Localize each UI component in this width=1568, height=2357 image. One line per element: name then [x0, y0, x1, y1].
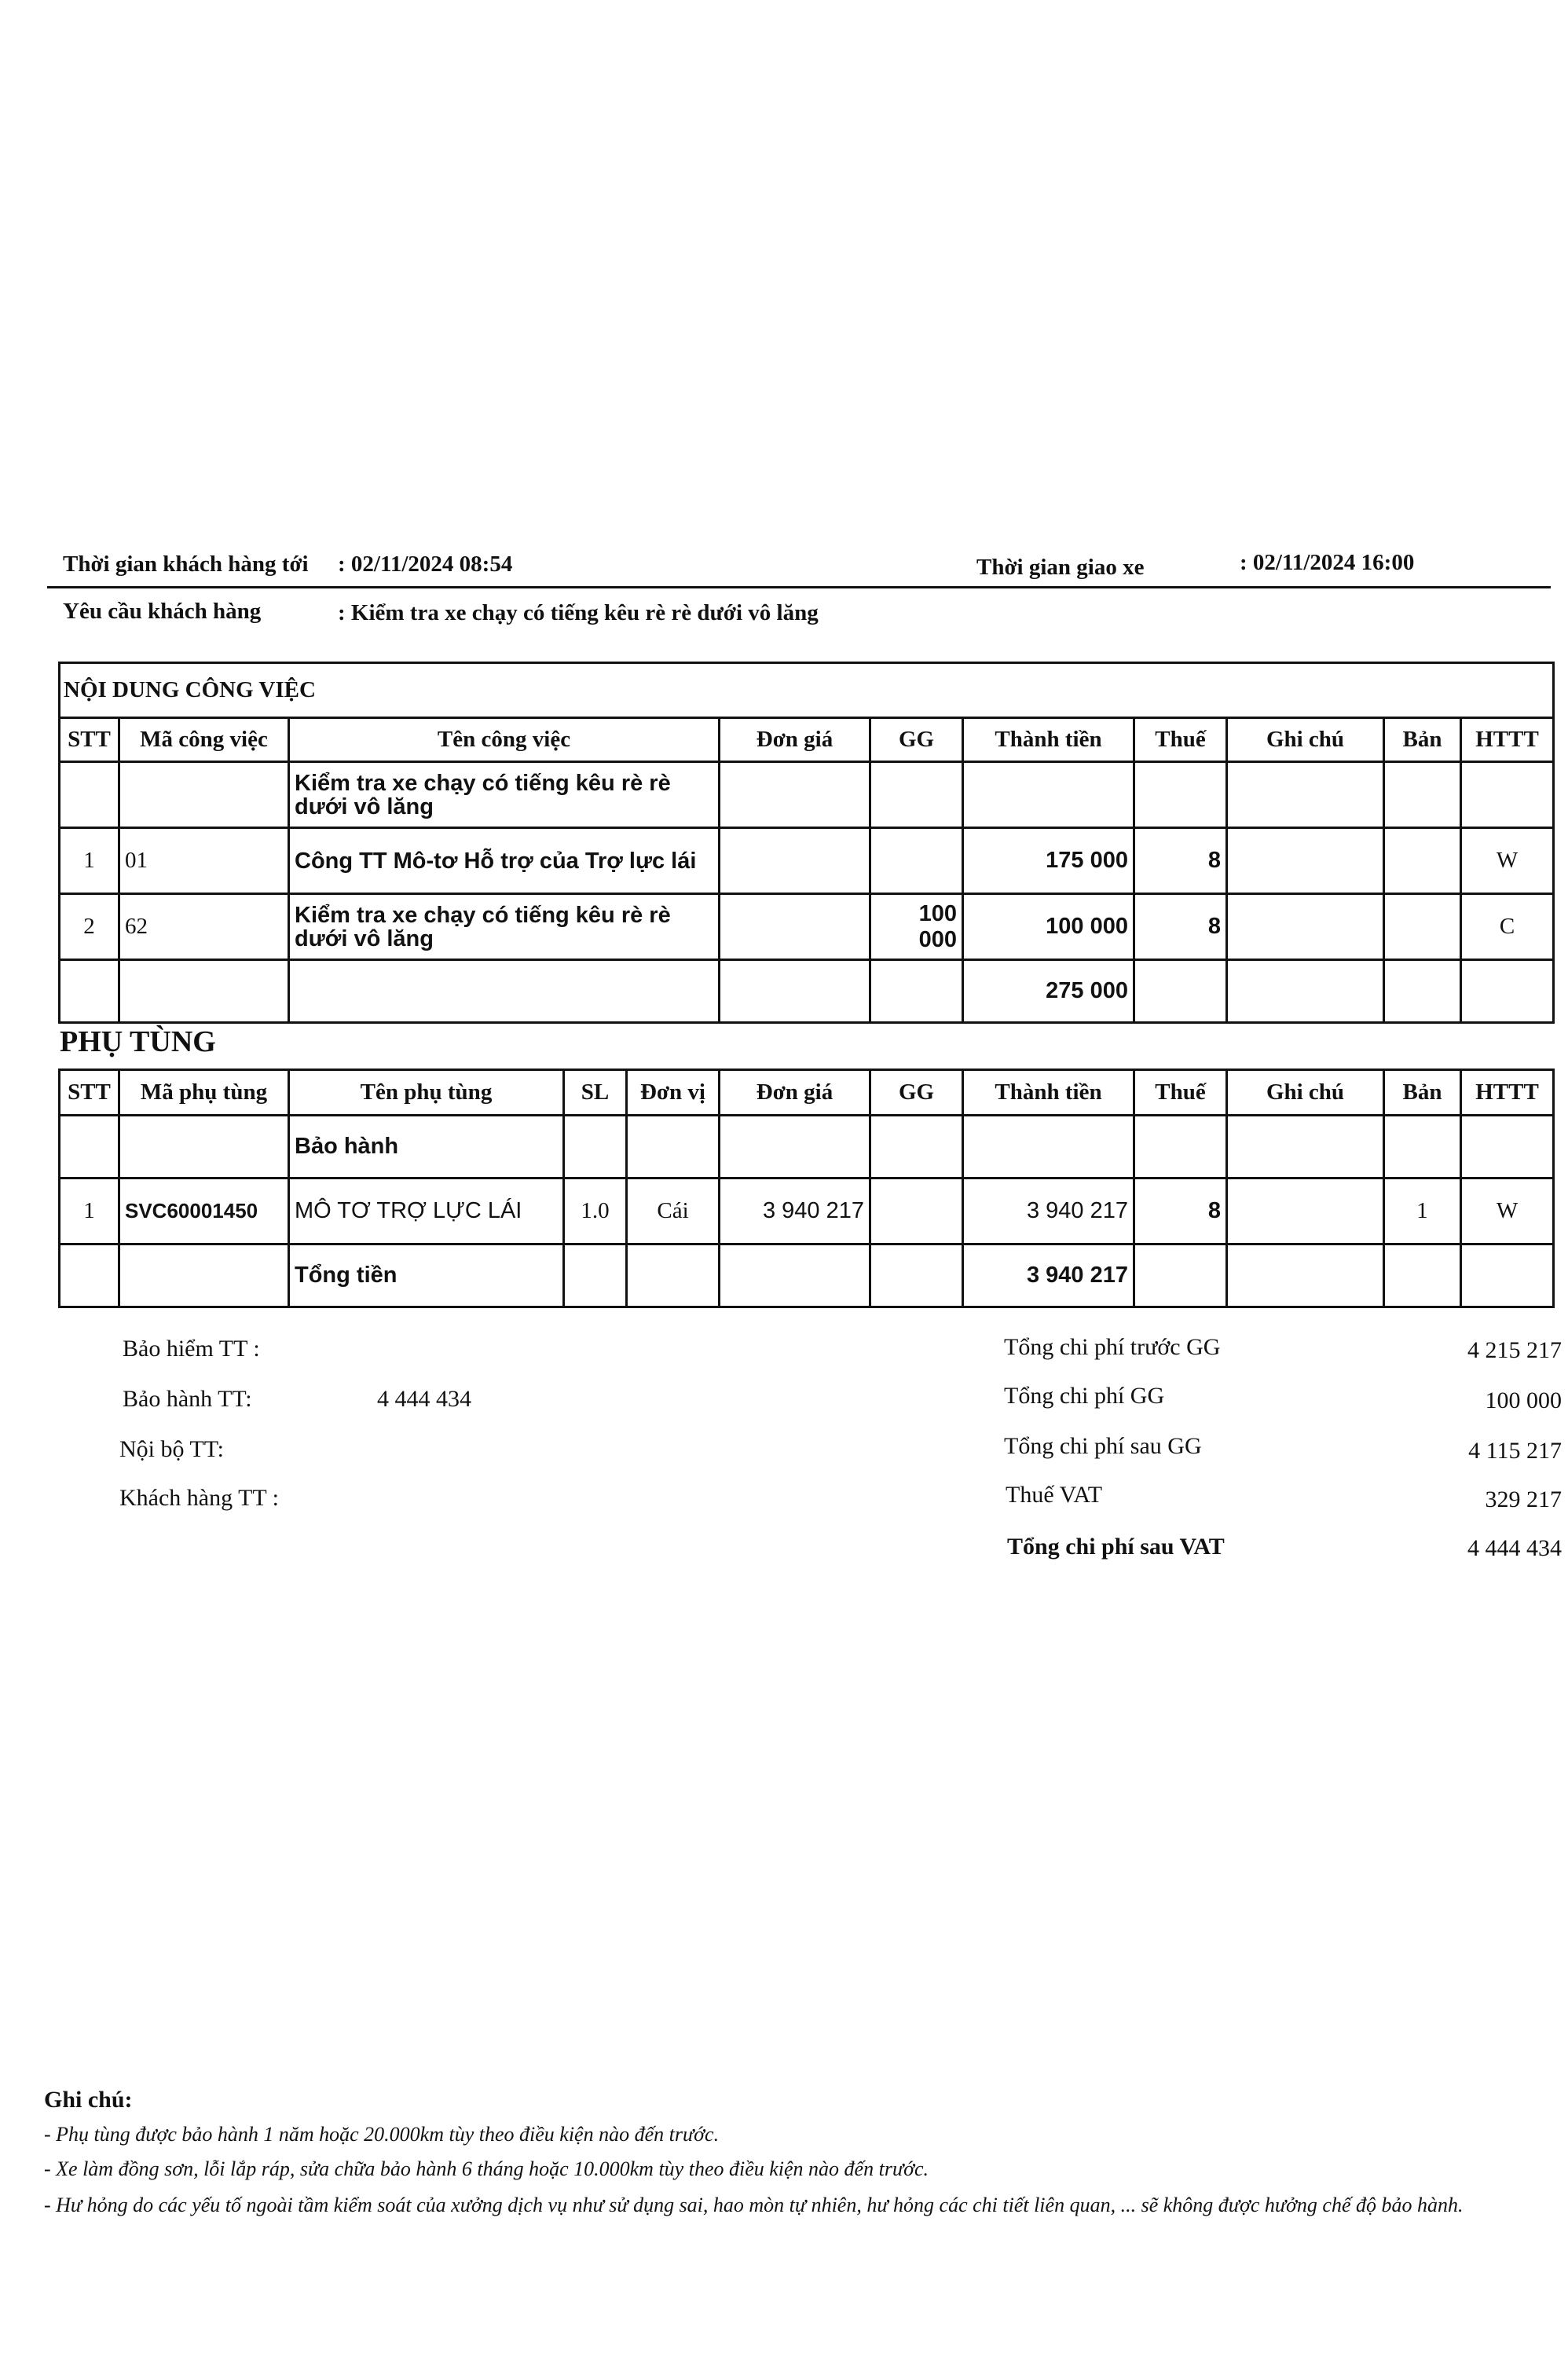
arrival-value: : 02/11/2024 08:54 — [338, 552, 513, 577]
parts-cell: 8 — [1134, 1178, 1227, 1244]
work-cell — [1384, 762, 1461, 828]
work-cell — [1134, 960, 1227, 1023]
work-cell: 175 000 — [963, 828, 1134, 894]
parts-table — [58, 1069, 1555, 1308]
parts-cell: Bảo hành — [289, 1116, 564, 1178]
table-row — [60, 960, 1554, 1023]
parts-cell — [1461, 1116, 1554, 1178]
total-label: Tổng chi phí trước GG — [1004, 1334, 1221, 1360]
work-col-payment: HTTT — [1461, 718, 1554, 762]
parts-col-unit-price: Đơn giá — [720, 1070, 870, 1116]
table-row — [60, 828, 1554, 894]
work-cell — [1461, 960, 1554, 1023]
payment-label: Khách hàng TT : — [119, 1485, 280, 1511]
payment-value: 4 444 434 — [377, 1386, 471, 1412]
work-cell: 275 000 — [963, 960, 1134, 1023]
work-cell — [963, 762, 1134, 828]
arrival-label: Thời gian khách hàng tới — [63, 552, 309, 577]
work-cell — [1227, 828, 1384, 894]
work-cell — [1384, 894, 1461, 960]
work-cell: 62 — [119, 894, 289, 960]
parts-cell — [1134, 1116, 1227, 1178]
parts-col-note: Ghi chú — [1227, 1070, 1384, 1116]
parts-cell — [720, 1116, 870, 1178]
parts-cell — [1134, 1244, 1227, 1307]
delivery-label: Thời gian giao xe — [976, 555, 1145, 580]
header-divider — [47, 586, 1551, 588]
parts-col-qty: SL — [564, 1070, 627, 1116]
total-label: Thuế VAT — [1006, 1482, 1103, 1508]
parts-cell: Tổng tiền — [289, 1244, 564, 1307]
work-cell — [60, 960, 119, 1023]
work-cell — [870, 762, 963, 828]
work-col-code: Mã công việc — [119, 718, 289, 762]
work-col-note: Ghi chú — [1227, 718, 1384, 762]
parts-cell — [1227, 1244, 1384, 1307]
parts-col-tax: Thuế — [1134, 1070, 1227, 1116]
work-table — [58, 662, 1555, 1024]
work-cell: 100 000 — [963, 894, 1134, 960]
work-col-copy: Bản — [1384, 718, 1461, 762]
work-col-amount: Thành tiền — [963, 718, 1134, 762]
table-row — [60, 894, 1554, 960]
table-row — [60, 1244, 1554, 1307]
parts-col-code: Mã phụ tùng — [119, 1070, 289, 1116]
work-cell — [1134, 762, 1227, 828]
parts-cell — [720, 1244, 870, 1307]
parts-cell — [60, 1116, 119, 1178]
parts-col-unit: Đơn vị — [627, 1070, 720, 1116]
request-label: Yêu cầu khách hàng — [63, 599, 262, 624]
work-cell — [720, 828, 870, 894]
notes-title: Ghi chú: — [44, 2087, 133, 2113]
total-value: 100 000 — [1485, 1387, 1562, 1413]
parts-cell — [870, 1244, 963, 1307]
work-col-tax: Thuế — [1134, 718, 1227, 762]
work-cell: Kiểm tra xe chạy có tiếng kêu rè rè dưới vô lăng — [289, 894, 720, 960]
total-value: 4 444 434 — [1467, 1535, 1562, 1561]
parts-cell: 3 940 217 — [720, 1178, 870, 1244]
total-value: 4 215 217 — [1467, 1337, 1562, 1363]
parts-section-title: PHỤ TÙNG — [60, 1025, 216, 1058]
total-label: Tổng chi phí sau GG — [1004, 1433, 1202, 1459]
work-col-stt: STT — [60, 718, 119, 762]
parts-cell — [627, 1116, 720, 1178]
parts-col-stt: STT — [60, 1070, 119, 1116]
parts-header-row — [60, 1070, 1554, 1116]
work-cell: Kiểm tra xe chạy có tiếng kêu rè rè dưới vô lăng — [289, 762, 720, 828]
total-value: 4 115 217 — [1468, 1438, 1562, 1464]
parts-cell — [1384, 1116, 1461, 1178]
work-cell — [1227, 960, 1384, 1023]
parts-col-copy: Bản — [1384, 1070, 1461, 1116]
work-cell: Công TT Mô-tơ Hỗ trợ của Trợ lực lái — [289, 828, 720, 894]
parts-cell — [60, 1244, 119, 1307]
parts-cell: W — [1461, 1178, 1554, 1244]
work-cell — [119, 960, 289, 1023]
parts-cell: 1 — [60, 1178, 119, 1244]
parts-cell: MÔ TƠ TRỢ LỰC LÁI — [289, 1178, 564, 1244]
work-cell — [870, 960, 963, 1023]
parts-col-amount: Thành tiền — [963, 1070, 1134, 1116]
table-row — [60, 1178, 1554, 1244]
delivery-value: : 02/11/2024 16:00 — [1240, 550, 1415, 575]
work-cell — [60, 762, 119, 828]
parts-cell — [119, 1244, 289, 1307]
note-line: - Xe làm đồng sơn, lỗi lắp ráp, sửa chữa bảo hành 6 tháng hoặc 10.000km tùy theo điều kiện nào đến trước. — [44, 2157, 929, 2180]
work-cell: 1 — [60, 828, 119, 894]
work-section-title: NỘI DUNG CÔNG VIỆC — [60, 663, 1554, 718]
parts-cell: 3 940 217 — [963, 1178, 1134, 1244]
parts-cell — [963, 1116, 1134, 1178]
table-row — [60, 1116, 1554, 1178]
parts-cell — [1227, 1178, 1384, 1244]
work-cell — [1461, 762, 1554, 828]
total-label: Tổng chi phí GG — [1004, 1383, 1165, 1409]
parts-cell: Cái — [627, 1178, 720, 1244]
work-cell — [870, 828, 963, 894]
work-cell: 100 000 — [870, 894, 963, 960]
work-cell: 8 — [1134, 828, 1227, 894]
work-col-unit-price: Đơn giá — [720, 718, 870, 762]
work-cell — [1384, 828, 1461, 894]
total-label: Tổng chi phí sau VAT — [1007, 1534, 1225, 1560]
work-cell — [1384, 960, 1461, 1023]
parts-cell: 3 940 217 — [963, 1244, 1134, 1307]
payment-label: Bảo hiểm TT : — [123, 1336, 260, 1362]
work-cell — [1227, 762, 1384, 828]
work-cell — [720, 762, 870, 828]
parts-col-name: Tên phụ tùng — [289, 1070, 564, 1116]
work-col-discount: GG — [870, 718, 963, 762]
work-cell — [720, 894, 870, 960]
work-cell: C — [1461, 894, 1554, 960]
work-col-name: Tên công việc — [289, 718, 720, 762]
work-cell: 8 — [1134, 894, 1227, 960]
total-value: 329 217 — [1485, 1486, 1562, 1512]
work-cell: 01 — [119, 828, 289, 894]
note-line: - Hư hỏng do các yếu tố ngoài tầm kiểm soát của xưởng dịch vụ như sử dụng sai, hao mòn tự nhiên, hư hỏng các chi tiết liên quan, ... sẽ không được hưởng chế độ bảo hành. — [44, 2194, 1464, 2216]
parts-cell — [627, 1244, 720, 1307]
parts-cell — [119, 1116, 289, 1178]
parts-cell — [564, 1244, 627, 1307]
table-row — [60, 762, 1554, 828]
payment-label: Nội bộ TT: — [119, 1436, 224, 1462]
parts-cell — [564, 1116, 627, 1178]
parts-col-payment: HTTT — [1461, 1070, 1554, 1116]
work-cell: 2 — [60, 894, 119, 960]
work-header-row — [60, 718, 1554, 762]
work-cell — [289, 960, 720, 1023]
payment-label: Bảo hành TT: — [123, 1386, 252, 1412]
parts-cell: 1.0 — [564, 1178, 627, 1244]
parts-cell — [870, 1178, 963, 1244]
work-cell — [720, 960, 870, 1023]
parts-col-discount: GG — [870, 1070, 963, 1116]
work-cell — [119, 762, 289, 828]
request-value: : Kiểm tra xe chạy có tiếng kêu rè rè dưới vô lăng — [338, 600, 819, 625]
parts-cell — [870, 1116, 963, 1178]
work-cell — [1227, 894, 1384, 960]
parts-cell — [1227, 1116, 1384, 1178]
parts-cell — [1461, 1244, 1554, 1307]
parts-cell: SVC60001450 — [119, 1178, 289, 1244]
work-cell: W — [1461, 828, 1554, 894]
parts-cell: 1 — [1384, 1178, 1461, 1244]
note-line: - Phụ tùng được bảo hành 1 năm hoặc 20.000km tùy theo điều kiện nào đến trước. — [44, 2123, 720, 2146]
parts-cell — [1384, 1244, 1461, 1307]
